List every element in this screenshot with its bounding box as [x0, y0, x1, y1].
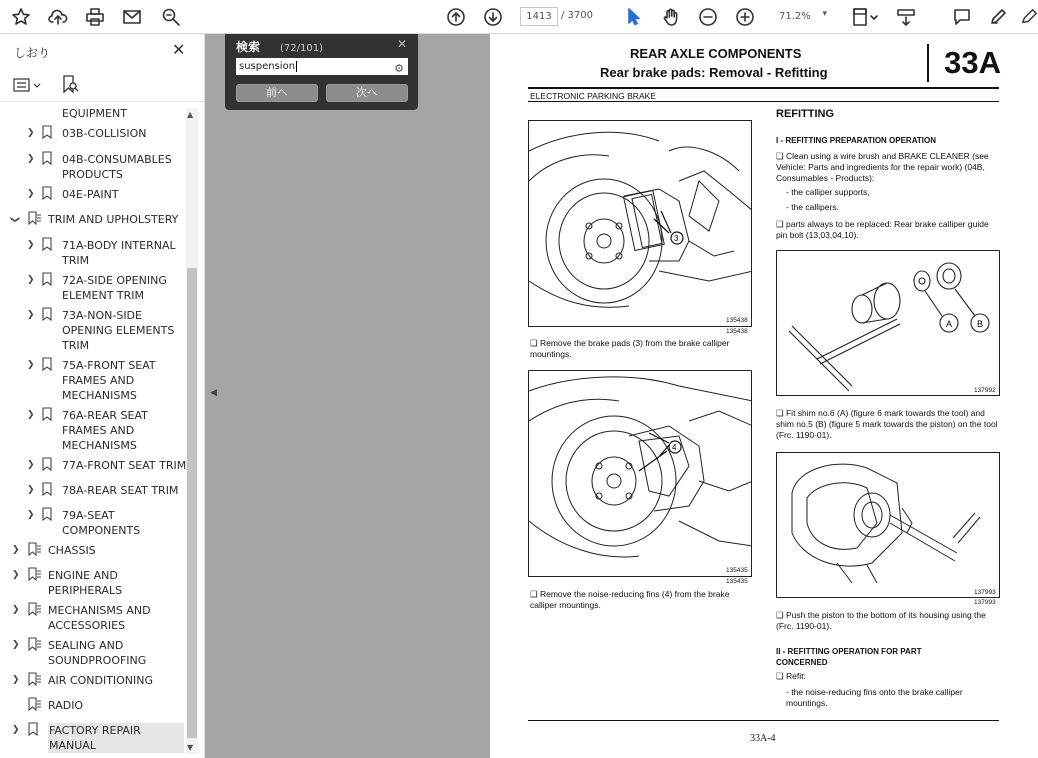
- chevron-right-icon[interactable]: ❯: [12, 545, 20, 555]
- bookmark-item-engine[interactable]: [0, 566, 186, 598]
- push-piston-step: ❑ Push the piston to the bottom of its housing using the (Frc. 1190-01).: [776, 610, 986, 631]
- search-query: suspension: [239, 61, 296, 72]
- chevron-right-icon[interactable]: ❯: [27, 154, 35, 164]
- refitting-heading: REFITTING: [776, 108, 835, 120]
- caption-text: Remove the brake pads (3) from the brake calliper mountings.: [530, 338, 730, 359]
- bookmark-item-79a[interactable]: [0, 506, 186, 538]
- bookmark-label: 71A-BODY INTERNAL TRIM: [62, 239, 176, 267]
- bookmark-item-75a[interactable]: [0, 356, 186, 403]
- find-panel: [225, 34, 418, 110]
- bookmark-item-71a[interactable]: [0, 236, 186, 268]
- page-down-icon[interactable]: [481, 5, 505, 29]
- label-b: B: [977, 319, 984, 329]
- zoom-search-icon[interactable]: [159, 5, 183, 29]
- push-piston-text: Push the piston to the bottom of its housing using the (Frc. 1190-01).: [776, 610, 986, 631]
- chevron-right-icon[interactable]: ❯: [27, 410, 35, 420]
- bookmark-label: 79A-SEAT COMPONENTS: [62, 509, 141, 537]
- bookmark-label: MECHANISMS AND ACCESSORIES: [48, 604, 151, 632]
- section-rule: [528, 101, 999, 102]
- find-title-text: 検索: [236, 40, 261, 54]
- main-toolbar: [0, 0, 1038, 34]
- close-icon[interactable]: ✕: [397, 37, 408, 51]
- replace-text: parts always to be replaced: Rear brake calliper guide pin bolt (13,03,04,10).: [776, 219, 989, 240]
- document-viewport: [205, 34, 1038, 758]
- bookmark-icon: [42, 272, 52, 286]
- fins-item: - the noise-reducing fins onto the brake calliper mountings.: [786, 687, 963, 708]
- upload-icon[interactable]: [46, 5, 70, 29]
- bookmark-label: CHASSIS: [48, 544, 96, 557]
- chevron-right-icon[interactable]: ❯: [12, 725, 20, 735]
- chevron-down-icon[interactable]: ❯: [9, 215, 20, 224]
- bookmark-group-icon: [28, 567, 42, 581]
- close-icon[interactable]: ✕: [172, 40, 186, 59]
- chevron-right-icon[interactable]: ❯: [27, 510, 35, 520]
- figure-number: 137993: [974, 589, 996, 596]
- chevron-right-icon[interactable]: ❯: [27, 128, 35, 138]
- page-footer: 33A-4: [750, 733, 776, 744]
- bookmark-item-radio[interactable]: [0, 696, 186, 714]
- brake-pads-illustration: [529, 121, 752, 327]
- scroll-up-icon[interactable]: ▲: [187, 110, 194, 119]
- highlight-icon[interactable]: [1020, 5, 1038, 29]
- bookmark-item-04e[interactable]: [0, 185, 186, 203]
- chevron-right-icon[interactable]: ❯: [12, 640, 20, 650]
- bookmark-group-icon: [28, 602, 42, 616]
- bookmark-item-chassis[interactable]: [0, 541, 186, 559]
- bookmark-group-icon: [28, 672, 42, 686]
- options-menu-icon[interactable]: [12, 76, 44, 94]
- chevron-right-icon[interactable]: ❯: [27, 360, 35, 370]
- chevron-right-icon[interactable]: ❯: [27, 310, 35, 320]
- bookmark-label: 76A-REAR SEAT FRAMES AND MECHANISMS: [62, 409, 148, 452]
- bookmark-item-factory-repair-manual[interactable]: [0, 721, 186, 755]
- scroll-mode-icon[interactable]: [894, 5, 918, 29]
- page-up-icon[interactable]: [444, 5, 468, 29]
- bookmarks-panel: [0, 34, 205, 758]
- bookmark-tree: [0, 102, 186, 758]
- zoom-out-icon[interactable]: [696, 5, 720, 29]
- bookmark-item-78a[interactable]: [0, 481, 186, 499]
- figure-number: 135435: [726, 567, 748, 574]
- page-number-input[interactable]: 1413: [520, 7, 558, 26]
- bookmark-label: 77A-FRONT SEAT TRIM: [62, 459, 186, 472]
- bookmark-icon: [42, 407, 52, 421]
- fit-shim-text: Fit shim no.6 (A) (figure 6 mark towards the tool) and shim no.5 (B) (figure 5 mark towards the piston) on the tool (Frc. 1190-01).: [776, 408, 998, 440]
- noise-fins-illustration: [529, 371, 752, 577]
- pen-icon[interactable]: [986, 5, 1010, 29]
- search-input[interactable]: [236, 58, 408, 75]
- chevron-right-icon[interactable]: ❯: [27, 275, 35, 285]
- print-icon[interactable]: [83, 5, 107, 29]
- part-heading: II - REFITTING OPERATION FOR PART CONCERNED: [776, 647, 922, 667]
- bookmark-item-72a[interactable]: [0, 271, 186, 303]
- sidebar-scrollbar[interactable]: [186, 108, 198, 754]
- label-a: A: [946, 319, 953, 329]
- section-code: 33A: [927, 44, 1001, 82]
- callout-4: 4: [672, 443, 677, 452]
- zoom-level-value: 71.2%: [779, 11, 811, 22]
- figure-tool-shims: [776, 250, 1000, 396]
- bookmark-item-trim-upholstery[interactable]: [0, 210, 186, 228]
- refit-step: ❑ Refit:: [776, 671, 806, 681]
- bookmark-icon: [42, 151, 52, 165]
- text-cursor: [296, 61, 297, 72]
- find-bookmark-icon[interactable]: [60, 74, 80, 94]
- zoom-level-select[interactable]: [773, 7, 831, 26]
- bookmark-item-77a[interactable]: [0, 456, 186, 474]
- figure-number-outer: 135435: [726, 578, 748, 585]
- chevron-right-icon[interactable]: ❯: [27, 240, 35, 250]
- mail-icon[interactable]: [120, 5, 144, 29]
- chevron-right-icon[interactable]: ❯: [27, 460, 35, 470]
- caption-text: Remove the noise-reducing fins (4) from the brake calliper mountings.: [530, 589, 730, 610]
- clean-text: Clean using a wire brush and BRAKE CLEANER (see Vehicle: Parts and ingredients for the repair work) (04B, Consumables - Products):: [776, 151, 989, 183]
- bookmark-tools: [12, 74, 192, 96]
- chevron-right-icon[interactable]: ❯: [12, 675, 20, 685]
- find-title: [236, 38, 323, 55]
- comment-icon[interactable]: [950, 5, 974, 29]
- bookmark-item-equipment[interactable]: [0, 106, 186, 121]
- bookmark-item-air-conditioning[interactable]: [0, 671, 186, 689]
- bookmark-label: EQUIPMENT: [62, 107, 127, 120]
- bookmark-icon: [42, 507, 52, 521]
- match-count: (72/101): [280, 43, 323, 54]
- next-button[interactable]: 次へ: [326, 84, 408, 102]
- caption-remove-fins: ❑ Remove the noise-reducing fins (4) from the brake calliper mountings.: [530, 589, 730, 610]
- bookmark-icon: [28, 722, 38, 736]
- chevron-right-icon[interactable]: ❯: [27, 485, 35, 495]
- figure-push-piston: [776, 452, 1000, 598]
- bookmark-icon: [42, 186, 52, 200]
- page-total: / 3700: [561, 10, 593, 21]
- panel-title: しおり: [14, 46, 51, 60]
- bookmark-group-icon: [28, 637, 42, 651]
- replace-step: ❑ parts always to be replaced: Rear brake calliper guide pin bolt (13,03,04,10).: [776, 219, 989, 240]
- bookmark-item-mechanisms[interactable]: [0, 601, 186, 633]
- bookmark-label: 72A-SIDE OPENING ELEMENT TRIM: [62, 274, 167, 302]
- refit-text: Refit:: [785, 671, 806, 681]
- bookmark-label: 78A-REAR SEAT TRIM: [62, 484, 179, 497]
- bookmark-item-04b[interactable]: [0, 150, 186, 182]
- prev-button[interactable]: 前へ: [236, 84, 318, 102]
- bookmark-label: 03B-COLLISION: [62, 127, 147, 140]
- bookmark-label: 04B-CONSUMABLES PRODUCTS: [62, 153, 172, 181]
- footer-rule: [528, 720, 999, 721]
- figure-noise-fins: [528, 370, 752, 577]
- bookmark-label: TRIM AND UPHOLSTERY: [48, 213, 179, 226]
- bookmark-label: 73A-NON-SIDE OPENING ELEMENTS TRIM: [62, 309, 175, 352]
- section-label: ELECTRONIC PARKING BRAKE: [530, 91, 656, 101]
- tool-shims-illustration: [777, 251, 1000, 396]
- zoom-in-icon[interactable]: [733, 5, 757, 29]
- bookmark-icon: [42, 237, 52, 251]
- figure-brake-pads: [528, 120, 752, 327]
- bookmark-label: SEALING AND SOUNDPROOFING: [48, 639, 147, 667]
- caption-remove-pads: ❑ Remove the brake pads (3) from the brake calliper mountings.: [530, 338, 730, 359]
- header-rule: [528, 87, 999, 89]
- bookmark-item-73a[interactable]: [0, 306, 186, 353]
- bookmark-label: 75A-FRONT SEAT FRAMES AND MECHANISMS: [62, 359, 156, 402]
- bookmark-label: RADIO: [48, 699, 84, 712]
- fit-page-icon[interactable]: [849, 5, 881, 29]
- clean-step: ❑ Clean using a wire brush and BRAKE CLEANER (see Vehicle: Parts and ingredients for the repair work) (04B, Consumables - Products):: [776, 151, 989, 183]
- bookmark-item-sealing[interactable]: [0, 636, 186, 668]
- chevron-down-icon: ▾: [822, 9, 827, 19]
- bookmark-label: 04E-PAINT: [62, 188, 119, 201]
- hand-icon[interactable]: [659, 5, 683, 29]
- fit-shim-step: ❑ Fit shim no.6 (A) (figure 6 mark towards the tool) and shim no.5 (B) (figure 5 mark towards the piston) on the tool (Frc. 1190-01).: [776, 408, 998, 440]
- figure-number: 137992: [974, 387, 996, 394]
- bookmark-group-icon: [28, 211, 42, 225]
- page-subtitle: Rear brake pads: Removal - Refitting: [600, 65, 828, 80]
- pdf-page: [490, 34, 1038, 758]
- bookmark-icon: [42, 357, 52, 371]
- figure-number-outer: 135438: [726, 328, 748, 335]
- bookmark-icon: [42, 307, 52, 321]
- callout-3: 3: [674, 234, 679, 243]
- push-piston-illustration: [777, 453, 1000, 598]
- bookmark-item-76a[interactable]: [0, 406, 186, 453]
- bookmark-label: AIR CONDITIONING: [48, 674, 154, 687]
- chevron-right-icon[interactable]: ❯: [12, 570, 20, 580]
- callipers-item: - the callipers.: [786, 202, 839, 212]
- bookmark-group-icon: [28, 542, 42, 556]
- supports-item: - the calliper supports,: [786, 187, 870, 197]
- scrollbar-thumb[interactable]: [187, 268, 197, 738]
- collapse-panel-icon[interactable]: ◀: [210, 388, 217, 398]
- bookmark-label: ENGINE AND PERIPHERALS: [48, 569, 123, 597]
- select-arrow-icon[interactable]: [621, 5, 645, 29]
- bookmark-icon: [42, 457, 52, 471]
- star-icon[interactable]: [9, 5, 33, 29]
- bookmark-icon: [42, 125, 52, 139]
- chevron-right-icon[interactable]: ❯: [12, 605, 20, 615]
- scroll-down-icon[interactable]: ▼: [187, 743, 194, 752]
- bookmark-label: FACTORY REPAIR MANUAL: [48, 723, 184, 753]
- figure-number: 135438: [726, 317, 748, 324]
- page-title: REAR AXLE COMPONENTS: [630, 46, 802, 61]
- bookmark-group-icon: [28, 697, 42, 711]
- gear-icon[interactable]: ⚙: [394, 62, 404, 75]
- prep-heading: I - REFITTING PREPARATION OPERATION: [776, 136, 936, 145]
- figure-number-outer: 137993: [974, 599, 996, 606]
- bookmark-icon: [42, 482, 52, 496]
- bookmark-item-03b[interactable]: [0, 124, 186, 142]
- chevron-right-icon[interactable]: ❯: [27, 189, 35, 199]
